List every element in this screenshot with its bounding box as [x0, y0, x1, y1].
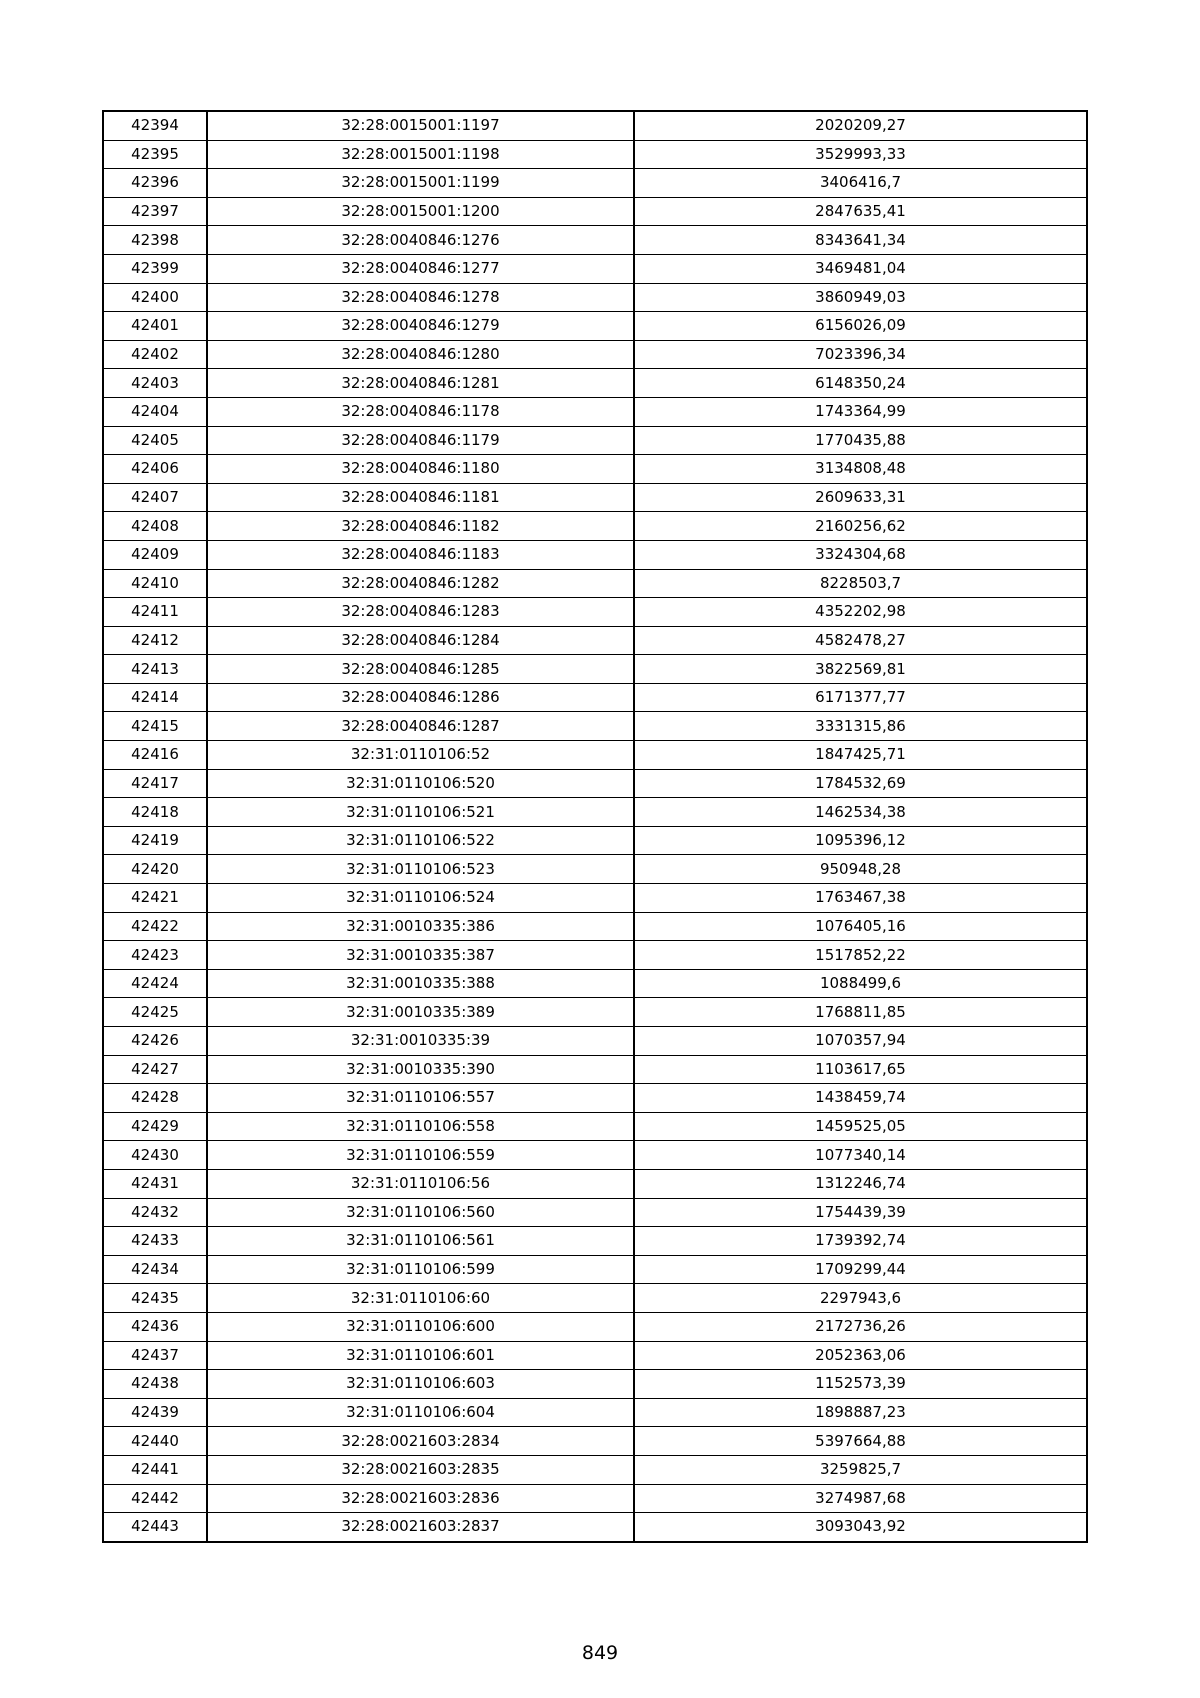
table-row: [103, 855, 1087, 884]
table-row: [103, 1169, 1087, 1198]
table-row: [103, 283, 1087, 312]
table-row: [103, 941, 1087, 970]
cadastral-number-cell: 32:28:0040846:1280: [207, 340, 634, 369]
row-number-cell: 42407: [103, 483, 207, 512]
row-number-cell: 42443: [103, 1513, 207, 1542]
value-cell: 3259825,7: [634, 1455, 1087, 1484]
cadastral-number-cell: 32:28:0040846:1181: [207, 483, 634, 512]
cadastral-number-cell: 32:31:0110106:600: [207, 1312, 634, 1341]
row-number-cell: 42434: [103, 1255, 207, 1284]
row-number-cell: 42420: [103, 855, 207, 884]
value-cell: 1070357,94: [634, 1027, 1087, 1056]
cadastral-number-cell: 32:28:0040846:1277: [207, 254, 634, 283]
row-number-cell: 42400: [103, 283, 207, 312]
row-number-cell: 42435: [103, 1284, 207, 1313]
cadastral-number-cell: 32:31:0110106:521: [207, 798, 634, 827]
table-row: [103, 1341, 1087, 1370]
value-cell: 1459525,05: [634, 1112, 1087, 1141]
cadastral-number-cell: 32:31:0110106:60: [207, 1284, 634, 1313]
cadastral-number-cell: 32:28:0040846:1282: [207, 569, 634, 598]
row-number-cell: 42410: [103, 569, 207, 598]
value-cell: 1462534,38: [634, 798, 1087, 827]
table-row: [103, 340, 1087, 369]
table-row: [103, 884, 1087, 913]
value-cell: 6148350,24: [634, 369, 1087, 398]
table-row: [103, 1513, 1087, 1542]
row-number-cell: 42418: [103, 798, 207, 827]
value-cell: 3406416,7: [634, 169, 1087, 198]
value-cell: 2020209,27: [634, 111, 1087, 140]
value-cell: 3469481,04: [634, 254, 1087, 283]
row-number-cell: 42405: [103, 426, 207, 455]
cadastral-number-cell: 32:28:0040846:1283: [207, 598, 634, 627]
row-number-cell: 42438: [103, 1370, 207, 1399]
table-row: [103, 655, 1087, 684]
row-number-cell: 42397: [103, 197, 207, 226]
cadastral-number-cell: 32:28:0021603:2836: [207, 1484, 634, 1513]
cadastral-number-cell: 32:28:0040846:1182: [207, 512, 634, 541]
table-row: [103, 369, 1087, 398]
table-row: [103, 969, 1087, 998]
cadastral-number-cell: 32:31:0010335:386: [207, 912, 634, 941]
cadastral-number-cell: 32:31:0110106:561: [207, 1227, 634, 1256]
cadastral-number-cell: 32:28:0015001:1200: [207, 197, 634, 226]
table-row: [103, 626, 1087, 655]
table-row: [103, 998, 1087, 1027]
cadastral-number-cell: 32:31:0110106:599: [207, 1255, 634, 1284]
value-cell: 1312246,74: [634, 1169, 1087, 1198]
table-row: [103, 569, 1087, 598]
row-number-cell: 42437: [103, 1341, 207, 1370]
value-cell: 1754439,39: [634, 1198, 1087, 1227]
value-cell: 1076405,16: [634, 912, 1087, 941]
value-cell: 1739392,74: [634, 1227, 1087, 1256]
cadastral-number-cell: 32:31:0010335:390: [207, 1055, 634, 1084]
row-number-cell: 42395: [103, 140, 207, 169]
cadastral-number-cell: 32:28:0040846:1287: [207, 712, 634, 741]
cadastral-number-cell: 32:31:0110106:52: [207, 741, 634, 770]
row-number-cell: 42394: [103, 111, 207, 140]
cadastral-number-cell: 32:31:0110106:604: [207, 1398, 634, 1427]
value-cell: 3860949,03: [634, 283, 1087, 312]
cadastral-number-cell: 32:28:0015001:1199: [207, 169, 634, 198]
cadastral-number-cell: 32:31:0110106:557: [207, 1084, 634, 1113]
row-number-cell: 42416: [103, 741, 207, 770]
value-cell: 1743364,99: [634, 397, 1087, 426]
row-number-cell: 42419: [103, 826, 207, 855]
row-number-cell: 42425: [103, 998, 207, 1027]
row-number-cell: 42413: [103, 655, 207, 684]
table-row: [103, 1027, 1087, 1056]
cadastral-number-cell: 32:31:0110106:56: [207, 1169, 634, 1198]
row-number-cell: 42422: [103, 912, 207, 941]
row-number-cell: 42417: [103, 769, 207, 798]
value-cell: 950948,28: [634, 855, 1087, 884]
cadastral-number-cell: 32:31:0110106:603: [207, 1370, 634, 1399]
cadastral-number-cell: 32:28:0040846:1279: [207, 312, 634, 341]
cadastral-number-cell: 32:31:0110106:560: [207, 1198, 634, 1227]
table-row: [103, 1370, 1087, 1399]
row-number-cell: 42431: [103, 1169, 207, 1198]
cadastral-number-cell: 32:28:0040846:1180: [207, 455, 634, 484]
table-row: [103, 483, 1087, 512]
row-number-cell: 42409: [103, 540, 207, 569]
cadastral-number-cell: 32:31:0010335:388: [207, 969, 634, 998]
value-cell: 2172736,26: [634, 1312, 1087, 1341]
table-row: [103, 712, 1087, 741]
cadastral-number-cell: 32:31:0010335:39: [207, 1027, 634, 1056]
table-row: [103, 226, 1087, 255]
cadastral-number-cell: 32:28:0040846:1278: [207, 283, 634, 312]
row-number-cell: 42441: [103, 1455, 207, 1484]
value-cell: 1103617,65: [634, 1055, 1087, 1084]
row-number-cell: 42404: [103, 397, 207, 426]
row-number-cell: 42396: [103, 169, 207, 198]
table-row: [103, 426, 1087, 455]
row-number-cell: 42401: [103, 312, 207, 341]
table-row: [103, 741, 1087, 770]
table-row: [103, 1312, 1087, 1341]
value-cell: 1709299,44: [634, 1255, 1087, 1284]
table-row: [103, 1112, 1087, 1141]
row-number-cell: 42432: [103, 1198, 207, 1227]
value-cell: 2609633,31: [634, 483, 1087, 512]
table-row: [103, 197, 1087, 226]
cadastral-number-cell: 32:28:0015001:1198: [207, 140, 634, 169]
value-cell: 1898887,23: [634, 1398, 1087, 1427]
table-row: [103, 512, 1087, 541]
cadastral-number-cell: 32:28:0040846:1284: [207, 626, 634, 655]
cadastral-number-cell: 32:31:0110106:522: [207, 826, 634, 855]
table-row: [103, 169, 1087, 198]
row-number-cell: 42433: [103, 1227, 207, 1256]
value-cell: 3324304,68: [634, 540, 1087, 569]
row-number-cell: 42414: [103, 683, 207, 712]
table-row: [103, 397, 1087, 426]
row-number-cell: 42403: [103, 369, 207, 398]
value-cell: 1768811,85: [634, 998, 1087, 1027]
cadastral-number-cell: 32:28:0021603:2835: [207, 1455, 634, 1484]
value-cell: 8228503,7: [634, 569, 1087, 598]
value-cell: 1770435,88: [634, 426, 1087, 455]
table-row: [103, 1484, 1087, 1513]
value-cell: 1847425,71: [634, 741, 1087, 770]
value-cell: 8343641,34: [634, 226, 1087, 255]
value-cell: 1438459,74: [634, 1084, 1087, 1113]
value-cell: 3093043,92: [634, 1513, 1087, 1542]
cadastral-number-cell: 32:28:0040846:1179: [207, 426, 634, 455]
page-number: 849: [581, 1642, 619, 1664]
value-cell: 6171377,77: [634, 683, 1087, 712]
row-number-cell: 42411: [103, 598, 207, 627]
cadastral-number-cell: 32:28:0021603:2834: [207, 1427, 634, 1456]
value-cell: 3529993,33: [634, 140, 1087, 169]
table-row: [103, 598, 1087, 627]
row-number-cell: 42429: [103, 1112, 207, 1141]
value-cell: 1077340,14: [634, 1141, 1087, 1170]
row-number-cell: 42426: [103, 1027, 207, 1056]
table-body: [103, 111, 1087, 1542]
cadastral-number-cell: 32:31:0110106:524: [207, 884, 634, 913]
value-cell: 2160256,62: [634, 512, 1087, 541]
cadastral-number-cell: 32:31:0110106:558: [207, 1112, 634, 1141]
value-cell: 1784532,69: [634, 769, 1087, 798]
table-row: [103, 1055, 1087, 1084]
row-number-cell: 42430: [103, 1141, 207, 1170]
table-row: [103, 254, 1087, 283]
cadastral-number-cell: 32:28:0040846:1178: [207, 397, 634, 426]
value-cell: 3822569,81: [634, 655, 1087, 684]
row-number-cell: 42398: [103, 226, 207, 255]
row-number-cell: 42421: [103, 884, 207, 913]
value-cell: 5397664,88: [634, 1427, 1087, 1456]
row-number-cell: 42440: [103, 1427, 207, 1456]
table-row: [103, 140, 1087, 169]
table-row: [103, 1255, 1087, 1284]
value-cell: 2847635,41: [634, 197, 1087, 226]
cadastral-number-cell: 32:31:0110106:523: [207, 855, 634, 884]
table-row: [103, 683, 1087, 712]
table-row: [103, 1284, 1087, 1313]
table-row: [103, 912, 1087, 941]
cadastral-number-cell: 32:31:0010335:389: [207, 998, 634, 1027]
table-row: [103, 1141, 1087, 1170]
cadastral-number-cell: 32:31:0110106:520: [207, 769, 634, 798]
data-table: [102, 110, 1088, 1543]
value-cell: 2052363,06: [634, 1341, 1087, 1370]
cadastral-number-cell: 32:31:0110106:559: [207, 1141, 634, 1170]
value-cell: 1152573,39: [634, 1370, 1087, 1399]
cadastral-number-cell: 32:31:0110106:601: [207, 1341, 634, 1370]
row-number-cell: 42406: [103, 455, 207, 484]
row-number-cell: 42412: [103, 626, 207, 655]
cadastral-number-cell: 32:31:0010335:387: [207, 941, 634, 970]
value-cell: 1763467,38: [634, 884, 1087, 913]
value-cell: 2297943,6: [634, 1284, 1087, 1313]
value-cell: 1517852,22: [634, 941, 1087, 970]
table-row: [103, 769, 1087, 798]
row-number-cell: 42428: [103, 1084, 207, 1113]
table-row: [103, 826, 1087, 855]
row-number-cell: 42402: [103, 340, 207, 369]
table-row: [103, 1084, 1087, 1113]
value-cell: 3134808,48: [634, 455, 1087, 484]
table-row: [103, 1398, 1087, 1427]
value-cell: 3331315,86: [634, 712, 1087, 741]
row-number-cell: 42439: [103, 1398, 207, 1427]
cadastral-number-cell: 32:28:0021603:2837: [207, 1513, 634, 1542]
value-cell: 1088499,6: [634, 969, 1087, 998]
cadastral-number-cell: 32:28:0040846:1183: [207, 540, 634, 569]
cadastral-number-cell: 32:28:0015001:1197: [207, 111, 634, 140]
table-row: [103, 1427, 1087, 1456]
table-row: [103, 540, 1087, 569]
table-row: [103, 1455, 1087, 1484]
row-number-cell: 42423: [103, 941, 207, 970]
value-cell: 7023396,34: [634, 340, 1087, 369]
row-number-cell: 42415: [103, 712, 207, 741]
cadastral-number-cell: 32:28:0040846:1286: [207, 683, 634, 712]
value-cell: 6156026,09: [634, 312, 1087, 341]
cadastral-number-cell: 32:28:0040846:1276: [207, 226, 634, 255]
row-number-cell: 42436: [103, 1312, 207, 1341]
table-row: [103, 798, 1087, 827]
cadastral-number-cell: 32:28:0040846:1285: [207, 655, 634, 684]
value-cell: 4352202,98: [634, 598, 1087, 627]
value-cell: 1095396,12: [634, 826, 1087, 855]
table-row: [103, 1227, 1087, 1256]
row-number-cell: 42408: [103, 512, 207, 541]
cadastral-number-cell: 32:28:0040846:1281: [207, 369, 634, 398]
row-number-cell: 42427: [103, 1055, 207, 1084]
value-cell: 4582478,27: [634, 626, 1087, 655]
table-row: [103, 111, 1087, 140]
row-number-cell: 42399: [103, 254, 207, 283]
table-row: [103, 312, 1087, 341]
value-cell: 3274987,68: [634, 1484, 1087, 1513]
row-number-cell: 42424: [103, 969, 207, 998]
table-row: [103, 455, 1087, 484]
row-number-cell: 42442: [103, 1484, 207, 1513]
table-row: [103, 1198, 1087, 1227]
